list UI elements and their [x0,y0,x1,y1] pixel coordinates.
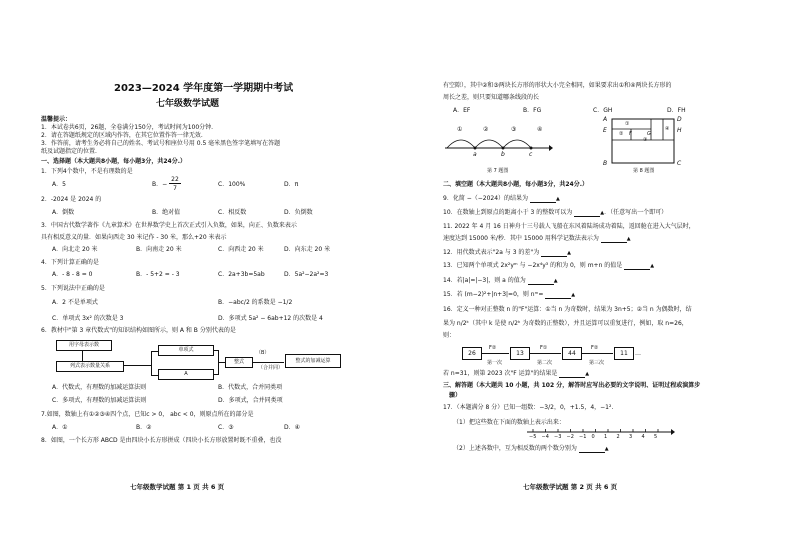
q6-option-a: A．代数式，有理数的加减运算法则 [52,384,147,391]
notice-line: 2．请在答题纸规定的区域内作答，在其它位置作答一律无效. [41,132,203,139]
blank-marker-icon: ▲ [571,292,576,298]
number-line-tick-label: −5 [529,434,537,440]
question-10 [443,209,667,217]
question-16-line-3: 则： [443,332,456,339]
blank-marker-icon: ▲ [604,446,609,452]
section-2-heading: 二、填空题（本大题共8小题，每小题3分，共24分.） [443,181,588,188]
flow-value-13: 13 [510,347,530,360]
vertex-a-label: A [603,116,608,123]
rectangle-2-label: ② [619,131,624,137]
diagram-box-integral: 整式 [225,357,253,368]
q8-option-d: D．FH [667,107,686,114]
q2-option-b: B．绝对值 [152,209,181,216]
answer-blank [541,250,567,257]
q1-fraction-numerator: 22 [171,176,179,183]
diagram-connector [123,365,151,366]
diagram-connector [82,350,83,361]
diagram-box-expressions: 列式表示数量关系 [56,361,124,372]
q1-fraction-denominator: 7 [173,185,177,192]
flow-arrow [529,353,561,354]
q2-option-d: D．负倒数 [284,209,313,216]
question-6: 6．教材中"第 3 章代数式"的知识结构如图所示，则 A 和 B 分别代表的是 [41,327,236,334]
number-line-tick-label: 4 [641,434,645,440]
number-line-tick-label: 2 [616,434,620,440]
blank-marker-icon: ▲ [585,371,590,377]
question-8: 8．如图，一个长方形 ABCD 是由四块小长方形拼成（四块小长方形放置时既不重叠，也没 [41,437,282,444]
question-14-text: 14．若|a|=|−3|，则 a 的值为 [443,277,526,284]
question-11 [443,235,631,243]
exam-title: 2023—2024 学年度第一学期期中考试 [114,83,294,94]
notice-line: 纸及试题指定的位置. [41,148,97,155]
question-7: 7.如图，数轴上有①②③④四个点，已知c > 0， abc < 0，则原点所在的部分是 [41,411,254,418]
q2-option-a: A．倒数 [52,209,75,216]
diagram-box-a: A [158,369,214,380]
question-10-tail: ．（任意写出一个即可） [604,209,668,216]
blank-marker-icon: ▲ [650,263,655,269]
flow-op-2: F① [540,345,548,351]
q5-option-b: B．−abc/2 的系数是 −1/2 [218,299,293,306]
vertex-b-label: B [603,160,608,167]
question-13-text: 13．已知两个单项式 2x²yᵐ 与 −2x⁴y³ 的和为 0，则 m+n 的值是 [443,262,623,269]
diagram-box-addition: 整式的加减运算 [285,354,341,368]
q4-option-d: D．5a²−2a²=3 [284,271,329,278]
number-line-tick-label: 1 [604,434,608,440]
q5-option-a: A．2 不是单项式 [52,299,98,306]
question-4: 4．下列计算正确的是 [41,259,99,266]
question-3-line-1: 3．中国古代数学著作《九章算术》在世界数学史上首次正式引入负数，如果，向正、负数来表示 [41,222,297,229]
question-2: 2．-2024 是 2024 的 [41,196,102,203]
q1-option-a: A．5 [52,181,66,188]
answer-blank [530,196,556,203]
question-10-text: 10．在数轴上到原点的距离小于 3 的整数可以为 [443,209,573,216]
blank-marker-icon: ▲ [600,210,605,216]
fraction-bar [169,183,181,184]
figure-7-caption: 第 7 题图 [487,168,509,174]
question-1: 1．下列4个数中，不是有理数的是 [41,168,133,175]
question-17: 17．（本题满分 8 分）已知一组数：−3/2，0，+1.5，4，−1². [443,404,614,411]
flow-ellipsis: … [635,350,641,357]
q5-option-d: D．多项式 5a² − 6ab+12 的次数是 4 [218,315,323,322]
question-11-text: 速度达到 15000 米/秒．其中 15000 用科学记数法表示为 [443,235,599,242]
notice-line: 3．作答前，请考生务必将自己的姓名、考试号和座位号用 0.5 毫米黑色签字笔填写在答题 [41,140,281,147]
question-9-text: 9．化简 −（−2024）的结果为 [443,195,529,202]
flow-value-26: 26 [462,347,482,360]
question-16-text: 若 n=31，则第 2023 次"F 运算"的结果是 [443,370,558,377]
q4-option-c: C．2a+3b=5ab [218,271,265,278]
number-line-tick-label: −4 [541,434,549,440]
number-line-tick-label: −1 [579,434,587,440]
question-15-text: 15．若 (m−2)²+|n+3|=0，则 nᵐ= [443,291,544,298]
point-e-label: E [603,127,607,134]
section-1-heading: 一、选择题（本大题共8小题，每小题3分，共24分.） [41,158,186,165]
page-footer: 七年级数学试题 第 2 页 共 6 页 [523,483,618,491]
flow-arrow [481,353,509,354]
answer-blank [624,263,650,270]
question-17-part-1: （1）把这些数在下面的数轴上表示出来： [453,419,565,426]
answer-blank [574,210,600,217]
q8-option-c: C．GH [593,107,613,114]
q4-option-a: A．- 8 - 8 = 0 [52,271,93,278]
point-a-label: a [473,151,477,158]
diagram-connector [151,351,152,376]
answer-blank [579,446,605,453]
answer-blank [545,292,571,299]
question-16-line-1: 16．定义一种对正整数 n 的"F"运算：①当 n 为奇数时，结果为 3n+5；②当 n 为偶数时，结 [443,306,692,313]
q2-option-c: C．相反数 [218,209,247,216]
exam-subtitle: 七年级数学试题 [156,99,220,109]
vertex-c-label: C [677,160,682,167]
q6-option-b: B．代数式，合并同类项 [218,384,283,391]
blank-marker-icon: ▲ [567,250,571,256]
blank-marker-icon: ▲ [555,196,560,202]
number-line-tick-label: 0 [591,434,595,440]
q7-option-a: A．① [52,424,68,431]
flow-value-44: 44 [562,347,582,360]
question-3-line-2: 具有相反意义的量．如果向西走 30 米记作 - 30 米，那么+20 米表示 [41,234,227,241]
q3-option-c: C．向西走 20 米 [218,246,264,253]
q1-option-c: C．100% [218,181,246,188]
question-17-part-2 [453,445,609,453]
q8-option-a: A．EF [453,107,471,114]
answer-blank [559,371,585,378]
rectangle-3-label: ③ [643,137,648,143]
number-line-region-2: ② [483,126,489,133]
diagram-connector [151,351,158,352]
question-16-line-2: 果为 n/2ᵏ（其中 k 是使 n/2ᵏ 为奇数的正整数），并且运算可以重复进行，例如，取 n=26， [443,320,688,327]
section-3-heading-cont: 骤） [449,392,462,399]
point-g-label: G [647,131,651,137]
point-b-label: b [501,151,505,158]
blank-marker-icon: ▲ [553,278,558,284]
question-8-continued-1: 有空隙），其中②和③两块长方形的形状大小完全相同，如果要求出①和④两块长方形的 [443,82,672,89]
q1-option-b: B．− [152,181,168,188]
rectangle-4-label: ④ [665,126,670,132]
question-12-text: 12．用代数式表示"2a 与 3 的差"为 [443,249,540,256]
q3-option-b: B．向南走 20 米 [136,246,182,253]
q1-option-d: D．π [284,181,299,188]
diagram-box-monomial: 单项式 [158,345,214,356]
q7-option-c: C．③ [218,424,234,431]
question-13 [443,262,654,270]
question-8-continued-2: 周长之差，则只要知道哪条线段的长 [443,94,540,101]
flow-arrow [581,353,613,354]
page-footer: 七年级数学试题 第 1 页 共 6 页 [130,483,225,491]
q3-option-a: A．向北走 20 米 [52,246,98,253]
question-5: 5．下列说法中正确的是 [41,285,105,292]
notice-line: 1．本试卷共6页，26题，全卷满分150分，考试时间为100分钟. [41,124,214,131]
flow-op-1: F② [489,345,497,351]
q7-option-b: B．② [136,424,152,431]
question-15 [443,291,575,299]
point-h-label: H [677,127,682,134]
point-f-label: F [629,131,632,137]
q6-option-c: C．多项式，有理数的加减运算法则 [52,397,147,404]
flow-op-3: F② [591,345,599,351]
exam-page-2 [397,0,794,549]
diagram-label-b: （B） [256,350,270,356]
question-12 [443,249,571,257]
number-line-region-3: ③ [511,126,517,133]
number-line-tick-label: 5 [654,434,658,440]
flow-value-11: 11 [614,347,634,360]
diagram-arrow [252,362,284,363]
answer-blank [528,278,554,285]
question-17-part-2-text: （2）上述各数中，互为相反数的两个数分别为 [453,445,577,452]
point-c-label: c [529,151,533,158]
diagram-connector [218,362,225,363]
flow-step-2: 第二次 [537,360,553,366]
question-14 [443,277,558,285]
diagram-connector [151,375,158,376]
answer-blank [601,236,627,243]
q7-option-d: D．④ [284,424,300,431]
flow-step-3: 第三次 [589,360,605,366]
notice-heading: 温馨提示： [41,116,72,123]
blank-marker-icon: ▲ [626,236,631,242]
question-16 [443,370,589,378]
flow-step-1: 第一次 [487,360,503,366]
rectangle-1-label: ① [625,121,630,127]
number-line-tick-label: −2 [566,434,574,440]
vertex-d-label: D [677,116,682,123]
number-line-region-4: ④ [537,126,543,133]
q5-option-c: C．单项式 3x² 的次数是 3 [52,315,124,322]
q3-option-d: D．向东走 20 米 [284,246,331,253]
diagram-box-letters: 用字母表示数 [56,340,112,351]
number-line-region-1: ① [457,126,463,133]
section-3-heading: 三、解答题（本大题共 10 小题，共 102 分，解答时应写出必要的文字说明、证明过程或演算步 [443,382,701,389]
figure-8-caption: 第 8 题图 [633,168,655,174]
question-9 [443,195,560,203]
number-line-figure [443,118,553,154]
number-line-tick-label: 3 [629,434,633,440]
number-line-tick-label: −3 [554,434,562,440]
diagram-label-merge: （合并同） [258,365,284,371]
q6-option-d: D．多项式，合并同类项 [218,397,283,404]
q8-option-b: B．FG [523,107,542,114]
q4-option-b: B．- 5+2 = - 3 [136,271,180,278]
question-11-line-1: 11. 2022 年 4 月 16 日神舟十三号载人飞船在东风着陆场成功着陆，返回舱在进入大气层时， [443,223,695,230]
